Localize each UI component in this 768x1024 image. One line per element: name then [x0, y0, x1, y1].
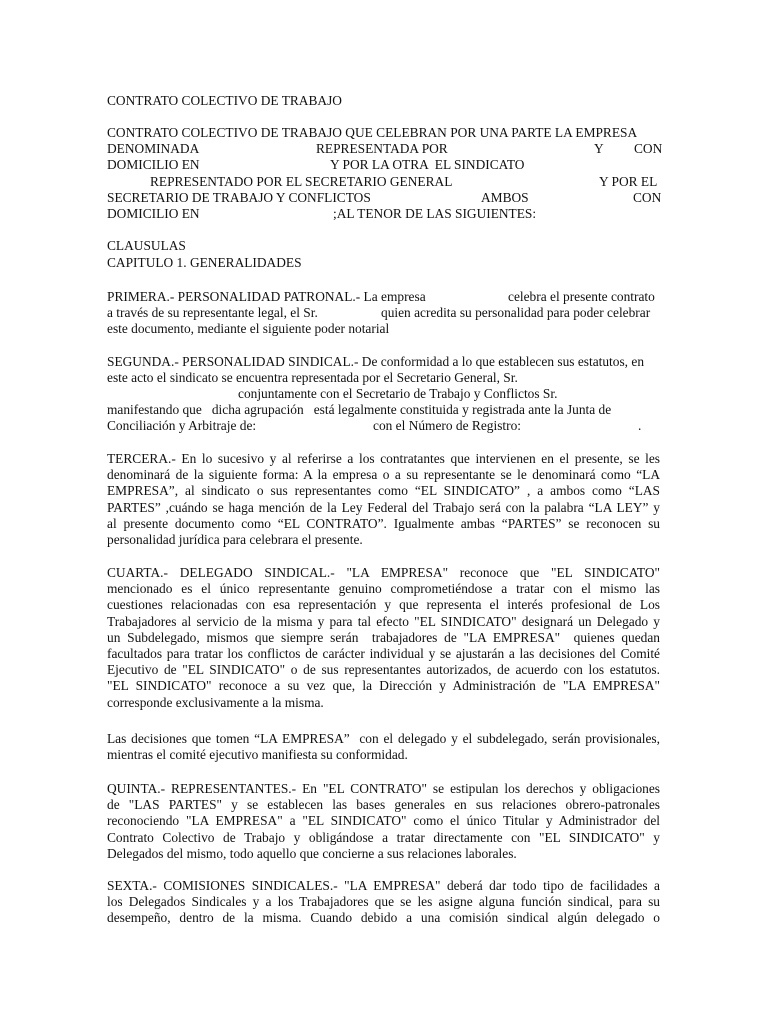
- intro-line: DOMICILIO EN: [107, 157, 200, 172]
- clause-line: Trabajadores al servicio de la misma y para tal efecto "EL SINDICATO" designará un Delegado y: [107, 613, 660, 629]
- clause-line: PARTES” ,cuándo se haga mención de la Ley Federal del Trabajo será con la palabra “LA LEY” y: [107, 499, 660, 515]
- intro-line: ;AL TENOR DE LAS SIGUIENTES:: [333, 206, 537, 221]
- clause-line: "EL SINDICATO" reconoce a su vez que, la Dirección y Administración de "LA EMPRESA": [107, 678, 660, 694]
- clause-line: EMPRESA”, al sindicato o sus representantes como “EL SINDICATO” , a ambos como “LAS: [107, 483, 660, 499]
- intro-line: DENOMINADA: [107, 141, 200, 156]
- intro-line: Y POR LA OTRA EL SINDICATO: [330, 157, 525, 172]
- clause-line: quien acredita su personalidad para poder celebrar: [381, 305, 651, 320]
- clause-line: Delegados del mismo, todo aquello que concierne a sus relaciones laborales.: [107, 845, 517, 861]
- clause-line: los Delegados Sindicales y a los Trabajadores que se les asigne alguna función sindical, para su: [107, 894, 660, 910]
- clause-line: reconociendo "LA EMPRESA" a "EL SINDICATO" como el único Titular y Administrador del: [107, 813, 660, 829]
- clause-line: celebra el presente contrato: [508, 289, 655, 304]
- clause-line: facultados para tratar los conflictos de carácter individual y se ajustarán a las decisiones del Comité: [107, 646, 660, 661]
- intro-line: SECRETARIO DE TRABAJO Y CONFLICTOS: [107, 190, 371, 205]
- clause-line: QUINTA.- REPRESENTANTES.- En "EL CONTRATO" se estipulan los derechos y obligaciones: [107, 781, 660, 796]
- clause-line: un Subdelegado, mismos que siempre serán trabajadores de "LA EMPRESA" quienes quedan: [107, 629, 660, 645]
- clause-line: SEGUNDA.- PERSONALIDAD SINDICAL.- De conformidad a lo que establecen sus estatutos, en: [107, 354, 645, 369]
- clause-line: CUARTA.- DELEGADO SINDICAL.- "LA EMPRESA" reconoce que "EL SINDICATO": [107, 565, 660, 580]
- clause-line: este acto el sindicato se encuentra representada por el Secretario General, Sr.: [107, 370, 518, 385]
- clause-line: este documento, mediante el siguiente poder notarial: [107, 321, 390, 336]
- intro-line: CON: [633, 190, 662, 205]
- intro-line: Y: [594, 141, 604, 156]
- clause-line: Las decisiones que tomen “LA EMPRESA” con el delegado y el subdelegado, serán provisionales,: [107, 731, 660, 746]
- clause-line: al presente documento como “EL CONTRATO”. Igualmente ambas “PARTES” se reconocen su: [107, 515, 660, 531]
- clause-line: TERCERA.- En lo sucesivo y al referirse a los contratantes que intervienen en el presente, se les: [107, 451, 660, 466]
- clause-line: denominará de la siguiente forma: A la empresa o a su representante se le denominará como “LA: [107, 467, 660, 483]
- clause-line: mencionado es el único representante genuino comprometiéndose a tratar con el mismo las: [107, 581, 660, 597]
- clause-line: Conciliación y Arbitraje de:: [107, 418, 257, 433]
- intro-line: DOMICILIO EN: [107, 206, 200, 221]
- clause-line: corresponde exclusivamente a la misma.: [107, 694, 324, 710]
- clause-line: .: [638, 418, 642, 433]
- clause-line: mientras el comité ejecutivo manifiesta su conformidad.: [107, 747, 408, 763]
- clause-line: con el Número de Registro:: [373, 418, 522, 433]
- section-heading: CLAUSULAS: [107, 238, 186, 253]
- intro-line: Y POR EL: [599, 174, 658, 189]
- clause-line: SEXTA.- COMISIONES SINDICALES.- "LA EMPRESA" deberá dar todo tipo de facilidades a: [107, 878, 660, 893]
- clause-line: PRIMERA.- PERSONALIDAD PATRONAL.- La empresa: [107, 289, 426, 304]
- clause-line: manifestando que dicha agrupación está legalmente constituida y registrada ante la Junta de: [107, 402, 612, 417]
- clause-line: cuestiones relacionadas con esa representación y que representa el interés profesional de Los: [107, 597, 660, 613]
- clause-line: de "LAS PARTES" y se establecen las bases generales en sus relaciones obrero-patronales: [107, 797, 660, 813]
- clause-line: Ejecutivo de "EL SINDICATO" o de sus representantes autorizados, de acuerdo con los estatutos.: [107, 662, 660, 678]
- clause-line: conjuntamente con el Secretario de Trabajo y Conflictos Sr.: [238, 386, 558, 401]
- intro-line: REPRESENTADA POR: [316, 141, 448, 156]
- clause-line: desempeño, dentro de la misma. Cuando debido a una comisión sindical algún delegado o: [107, 910, 660, 926]
- intro-line: AMBOS: [481, 190, 529, 205]
- clause-line: personalidad jurídica para celebrara el presente.: [107, 532, 363, 547]
- clause-line: a través de su representante legal, el Sr.: [107, 305, 318, 320]
- chapter-heading: CAPITULO 1. GENERALIDADES: [107, 255, 302, 270]
- intro-line: CONTRATO COLECTIVO DE TRABAJO QUE CELEBRAN POR UNA PARTE LA EMPRESA: [107, 125, 638, 140]
- clause-line: Contrato Colectivo de Trabajo y obligándose a tratar directamente con "EL SINDICATO" y: [107, 829, 660, 845]
- intro-line: REPRESENTADO POR EL SECRETARIO GENERAL: [150, 174, 453, 189]
- intro-line: CON: [634, 141, 663, 156]
- document-title: CONTRATO COLECTIVO DE TRABAJO: [107, 93, 342, 108]
